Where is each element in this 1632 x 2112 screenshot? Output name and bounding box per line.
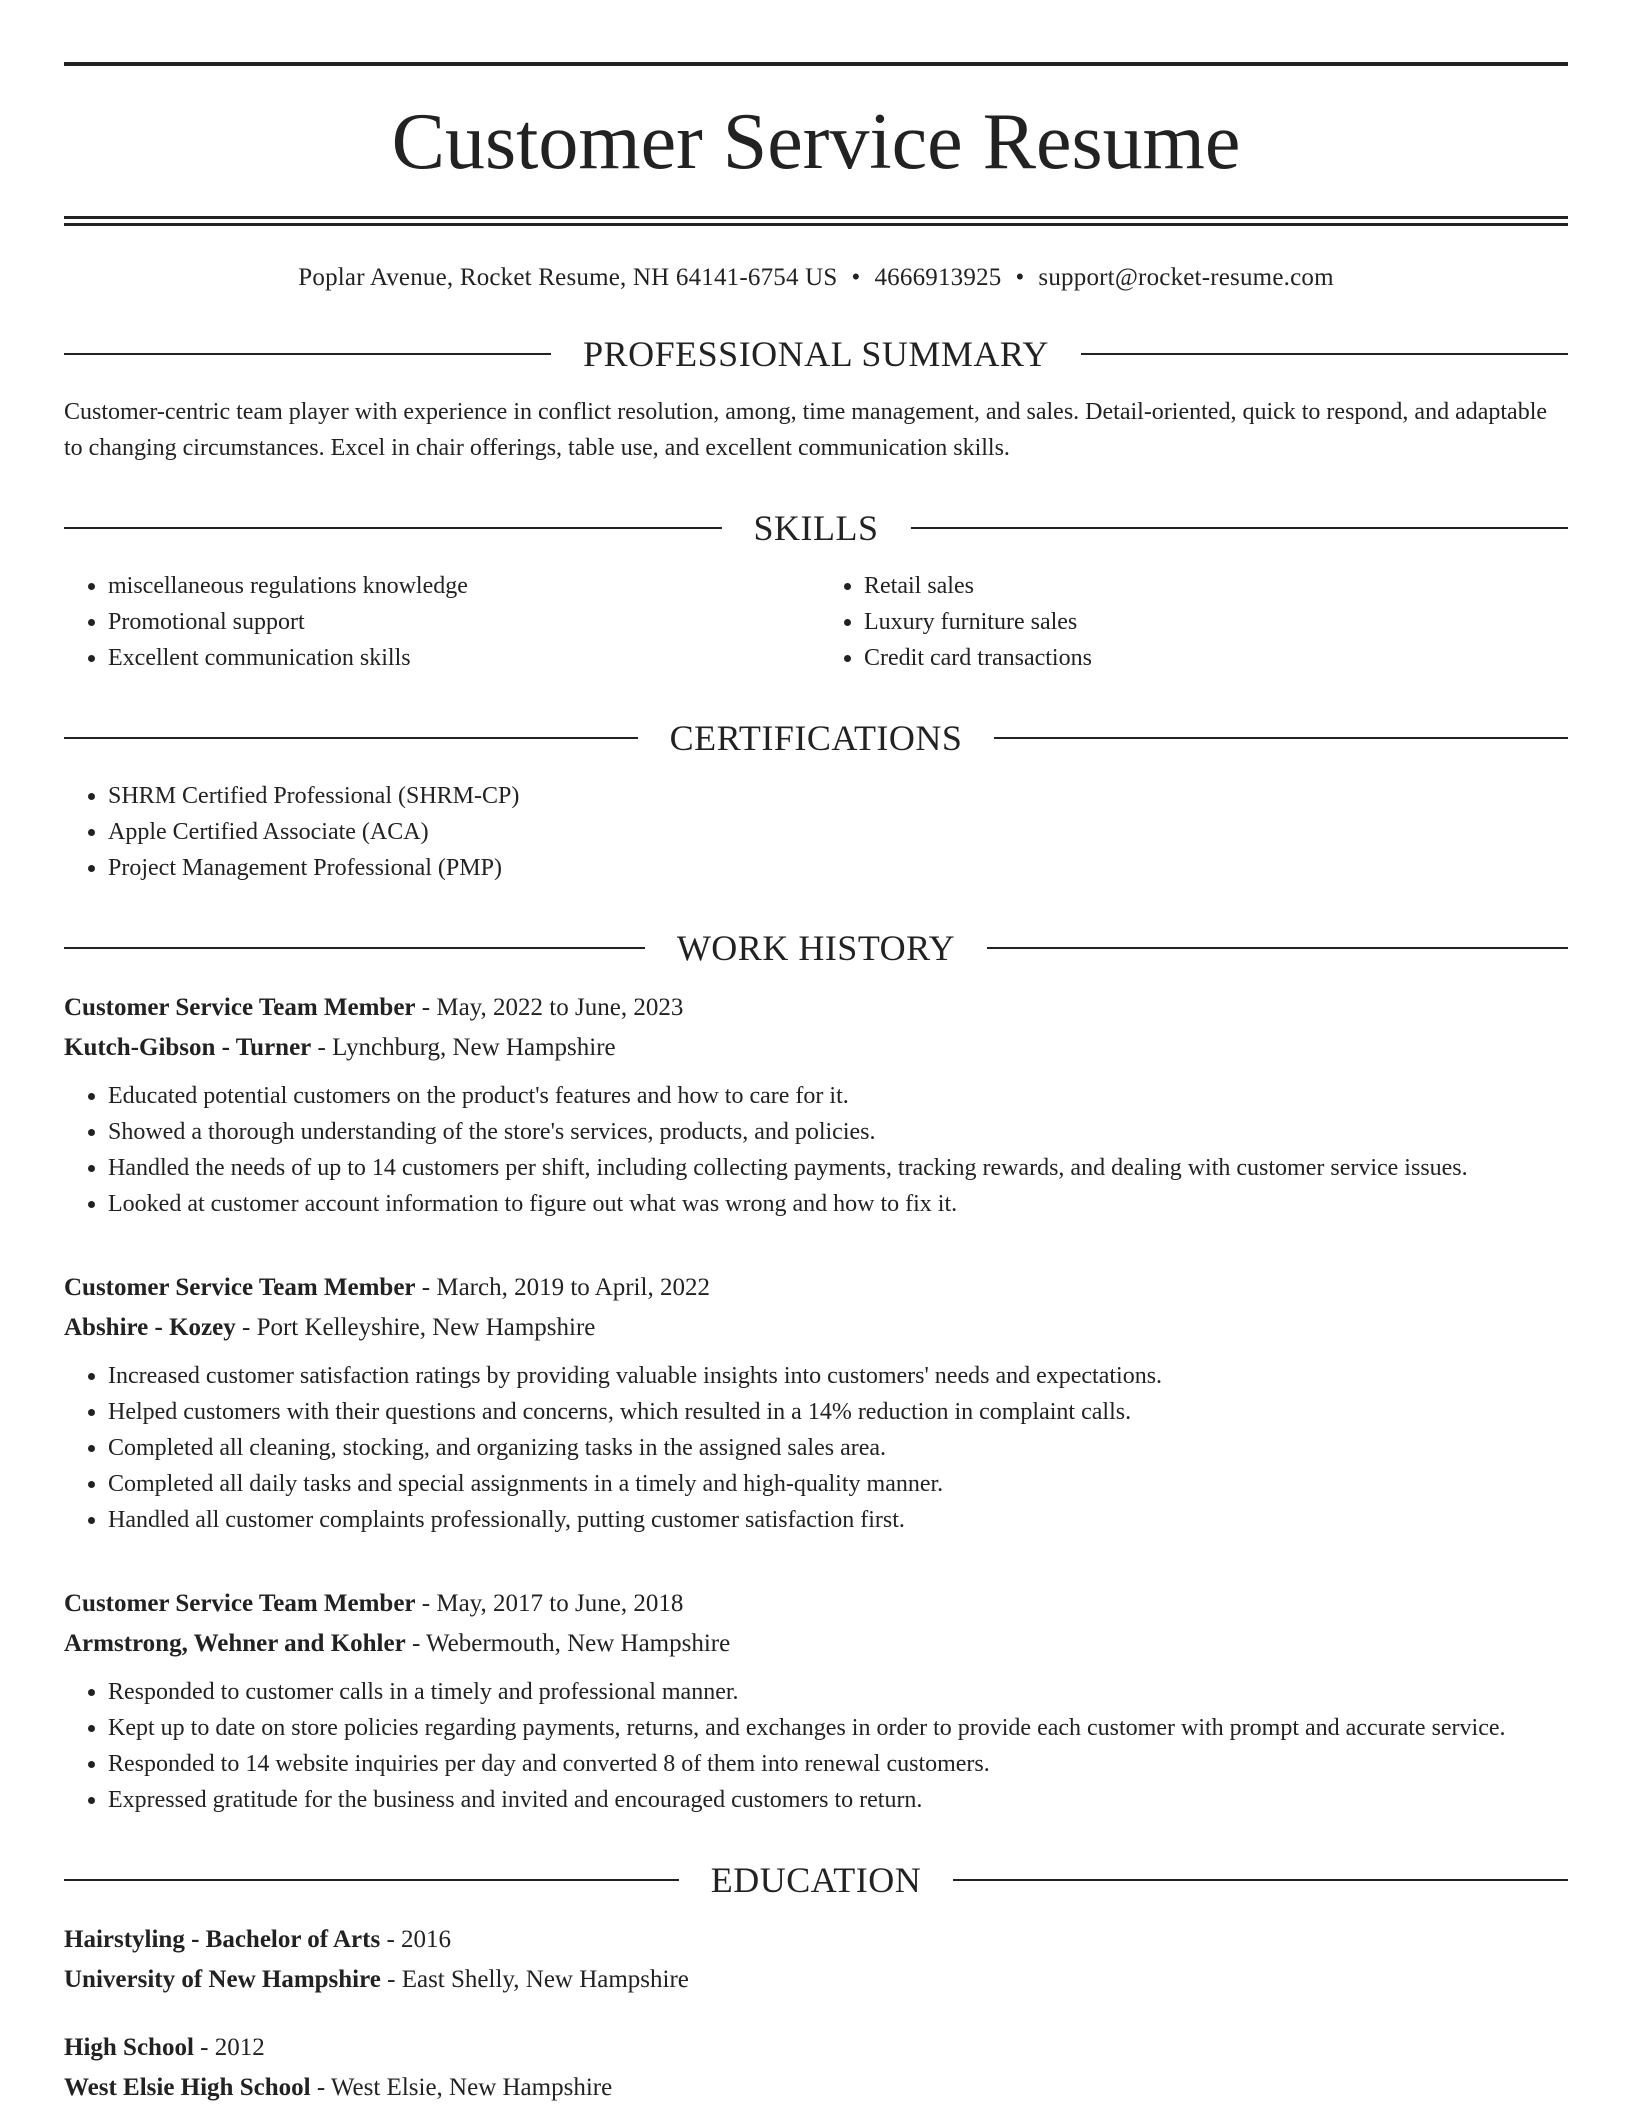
job-company-line <box>64 1028 1568 1068</box>
certification-item: • Project Management Professional (PMP) <box>108 850 1568 886</box>
section-title: EDUCATION <box>710 1860 922 1900</box>
job-location: - Port Kelleyshire, New Hampshire <box>235 1314 596 1341</box>
section-title: PROFESSIONAL SUMMARY <box>583 334 1049 374</box>
job-bullet: • Expressed gratitude for the business and invited and encouraged customers to return. <box>108 1782 1568 1818</box>
education-entry <box>64 1920 1568 2000</box>
job-company: Kutch-Gibson - Turner <box>64 1034 312 1061</box>
skill-item: • Promotional support <box>108 604 812 640</box>
heading-rule <box>64 947 645 949</box>
education-degree: Hairstyling - Bachelor of Arts <box>64 1926 381 1953</box>
skill-item: • miscellaneous regulations knowledge <box>108 568 812 604</box>
job-bullet: • Completed all daily tasks and special assignments in a timely and high-quality manner. <box>108 1466 1568 1502</box>
skill-item: • Excellent communication skills <box>108 640 812 676</box>
job-title-line <box>64 988 1568 1028</box>
education-location: - East Shelly, New Hampshire <box>380 1966 689 1993</box>
job-title: Customer Service Team Member <box>64 1274 416 1301</box>
education-year: - 2016 <box>380 1926 452 1953</box>
heading-rule <box>994 737 1568 739</box>
section-heading-education <box>64 1862 1568 1898</box>
section-heading-skills <box>64 510 1568 546</box>
summary-text: Customer-centric team player with experience in conflict resolution, among, time management, and sales. Detail-oriented, quick to respond, and adaptable to changing circumstances. Excel in chair offerings, table use, and excellent communication skills. <box>64 399 1548 461</box>
contact-address: Poplar Avenue, Rocket Resume, NH 64141-6754 US <box>298 264 838 291</box>
job-entry <box>64 1584 1568 1818</box>
job-bullet: • Educated potential customers on the product's features and how to care for it. <box>108 1078 1568 1114</box>
job-bullets <box>64 1358 1568 1538</box>
skills-column-right <box>812 568 1568 676</box>
skills-column-left <box>64 568 812 676</box>
job-bullet: • Showed a thorough understanding of the store's services, products, and policies. <box>108 1114 1568 1150</box>
education-school: West Elsie High School <box>64 2074 311 2101</box>
job-company: Armstrong, Wehner and Kohler <box>64 1630 406 1657</box>
certification-item: • Apple Certified Associate (ACA) <box>108 814 1568 850</box>
job-dates: - March, 2019 to April, 2022 <box>415 1274 710 1301</box>
job-title-line <box>64 1584 1568 1624</box>
skills-list <box>64 568 1568 676</box>
job-bullet: • Handled all customer complaints professionally, putting customer satisfaction first. <box>108 1502 1568 1538</box>
certifications-list <box>64 778 1568 886</box>
section-title: SKILLS <box>753 508 879 548</box>
contact-separator: • <box>851 264 861 291</box>
job-title-line <box>64 1268 1568 1308</box>
section-title: WORK HISTORY <box>676 928 956 968</box>
top-rule <box>64 62 1568 66</box>
job-location: - Webermouth, New Hampshire <box>405 1630 731 1657</box>
education-school: University of New Hampshire <box>64 1966 381 1993</box>
job-bullet: • Looked at customer account information to figure out what was wrong and how to fix it. <box>108 1186 1568 1222</box>
skill-item: • Credit card transactions <box>864 640 1568 676</box>
education-degree-line <box>64 1920 1568 1960</box>
education-school-line <box>64 1960 1568 2000</box>
job-bullets <box>64 1674 1568 1818</box>
job-entry <box>64 988 1568 1222</box>
job-dates: - May, 2017 to June, 2018 <box>415 1590 684 1617</box>
section-heading-certifications <box>64 720 1568 756</box>
education-degree: High School <box>64 2034 194 2061</box>
job-company: Abshire - Kozey <box>64 1314 236 1341</box>
heading-rule <box>64 527 722 529</box>
education-school-line <box>64 2068 1568 2108</box>
job-company-line <box>64 1624 1568 1664</box>
job-bullet: • Handled the needs of up to 14 customers per shift, including collecting payments, tracking rewards, and dealing with customer service issues. <box>108 1150 1568 1186</box>
skill-item: • Retail sales <box>864 568 1568 604</box>
contact-separator: • <box>1015 264 1025 291</box>
job-bullet: • Responded to 14 website inquiries per day and converted 8 of them into renewal customers. <box>108 1746 1568 1782</box>
heading-rule <box>987 947 1568 949</box>
page-title: Customer Service Resume <box>391 98 1241 186</box>
heading-rule <box>911 527 1569 529</box>
job-dates: - May, 2022 to June, 2023 <box>415 994 684 1021</box>
section-title: CERTIFICATIONS <box>669 718 963 758</box>
heading-rule <box>64 353 551 355</box>
education-degree-line <box>64 2028 1568 2068</box>
contact-phone: 4666913925 <box>874 264 1002 291</box>
job-title: Customer Service Team Member <box>64 994 416 1021</box>
contact-email: support@rocket-resume.com <box>1038 264 1334 291</box>
education-entry <box>64 2028 1568 2108</box>
job-bullet: • Increased customer satisfaction ratings by providing valuable insights into customers' needs and expectations. <box>108 1358 1568 1394</box>
section-heading-summary <box>64 336 1568 372</box>
contact-line <box>64 264 1568 292</box>
education-location: - West Elsie, New Hampshire <box>310 2074 613 2101</box>
heading-rule <box>1081 353 1568 355</box>
heading-rule <box>64 737 638 739</box>
certification-item: • SHRM Certified Professional (SHRM-CP) <box>108 778 1568 814</box>
education-year: - 2012 <box>193 2034 265 2061</box>
section-heading-work-history <box>64 930 1568 966</box>
job-company-line <box>64 1308 1568 1348</box>
job-bullet: • Kept up to date on store policies regarding payments, returns, and exchanges in order to provide each customer with prompt and accurate service. <box>108 1710 1568 1746</box>
job-bullet: • Responded to customer calls in a timely and professional manner. <box>108 1674 1568 1710</box>
job-entry <box>64 1268 1568 1538</box>
job-bullet: • Completed all cleaning, stocking, and organizing tasks in the assigned sales area. <box>108 1430 1568 1466</box>
heading-rule <box>953 1879 1568 1881</box>
skill-item: • Luxury furniture sales <box>864 604 1568 640</box>
heading-rule <box>64 1879 679 1881</box>
job-location: - Lynchburg, New Hampshire <box>311 1034 616 1061</box>
job-title: Customer Service Team Member <box>64 1590 416 1617</box>
title-double-rule <box>64 216 1568 226</box>
job-bullet: • Helped customers with their questions and concerns, which resulted in a 14% reduction in complaint calls. <box>108 1394 1568 1430</box>
job-bullets <box>64 1078 1568 1222</box>
